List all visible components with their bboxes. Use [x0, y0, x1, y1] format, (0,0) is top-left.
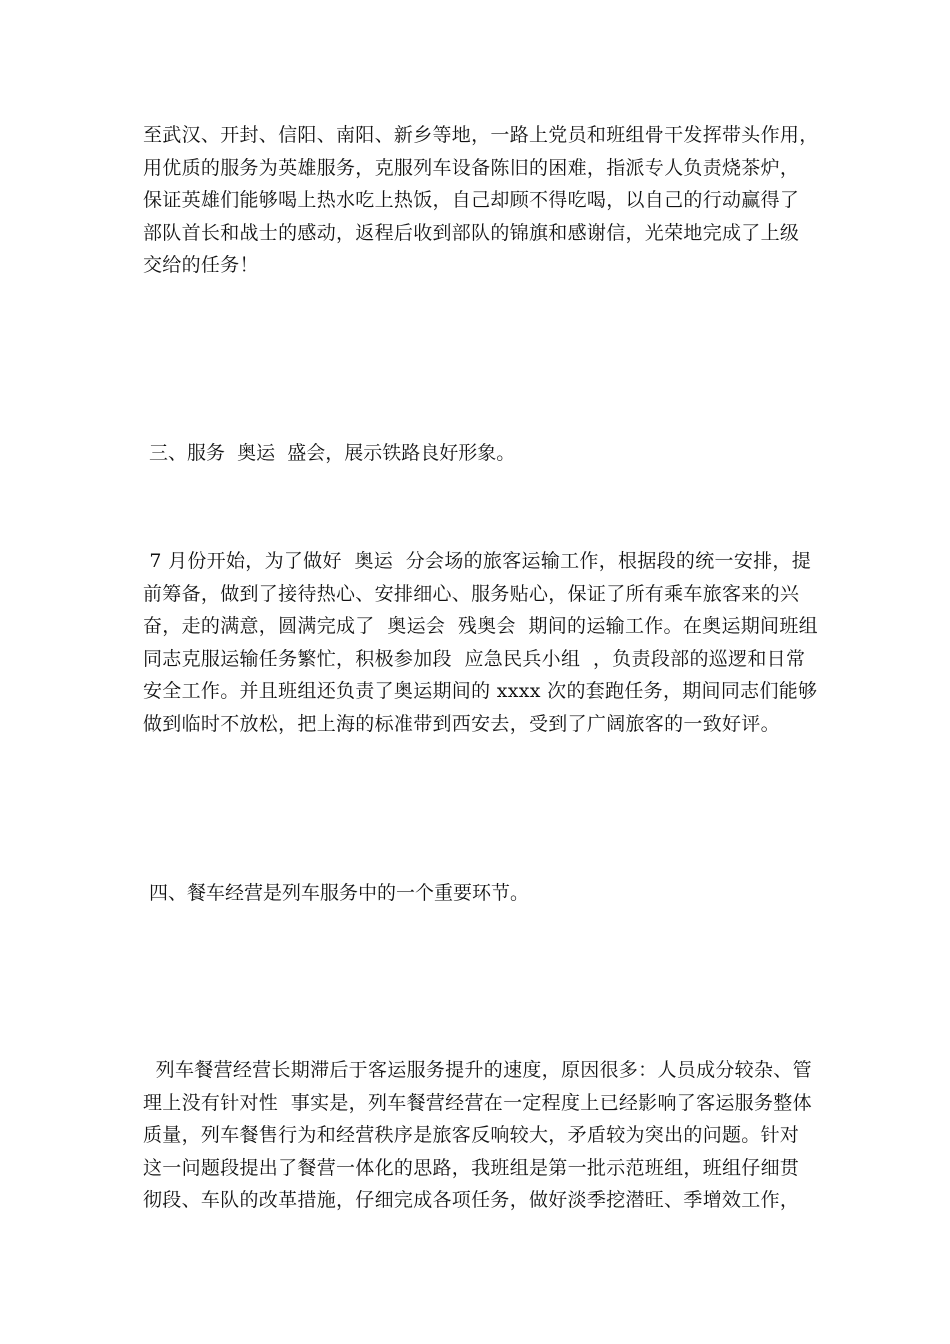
- paragraph-2: [143, 545, 818, 741]
- paragraph-line: 奋，走的满意，圆满完成了 奥运会 残奥会 期间的运输工作。在奥运期间班组: [143, 615, 818, 638]
- paragraph-line: 至武汉、开封、信阳、南阳、新乡等地，一路上党员和班组骨干发挥带头作用，: [143, 124, 819, 146]
- section-heading-3: 三、服务 奥运 盛会，展示铁路良好形象。: [143, 442, 516, 464]
- paragraph-line: 交给的任务！: [143, 254, 259, 277]
- paragraph-line: 理上没有针对性 事实是，列车餐营经营在一定程度上已经影响了客运服务整体: [143, 1091, 812, 1114]
- paragraph-line: 同志克服运输任务繁忙，积极参加段 应急民兵小组 ，负责段部的巡逻和日常: [143, 647, 806, 670]
- paragraph-line: 前筹备，做到了接待热心、安排细心、服务贴心，保证了所有乘车旅客来的兴: [143, 582, 800, 605]
- paragraph-line: 做到临时不放松，把上海的标准带到西安去，受到了广阔旅客的一致好评。: [143, 712, 780, 735]
- paragraph-line: 用优质的服务为英雄服务，克服列车设备陈旧的困难，指派专人负责烧茶炉，: [143, 156, 800, 179]
- paragraph-1: [143, 119, 819, 282]
- paragraph-line: 安全工作。并且班组还负责了奥运期间的 xxxx 次的套跑任务，期间同志们能够: [143, 680, 818, 703]
- paragraph-line: 部队首长和战士的感动，返程后收到部队的锦旗和感谢信，光荣地完成了上级: [143, 221, 800, 244]
- paragraph-line: 7 月份开始，为了做好 奥运 分会场的旅客运输工作，根据段的统一安排，提: [143, 550, 812, 572]
- paragraph-line: 保证英雄们能够喝上热水吃上热饭，自己却顾不得吃喝，以自己的行动赢得了: [143, 189, 800, 212]
- paragraph-line: 这一问题段提出了餐营一体化的思路，我班组是第一批示范班组，班组仔细贯: [143, 1156, 800, 1179]
- paragraph-line: 列车餐营经营长期滞后于客运服务提升的速度，原因很多：人员成分较杂、管: [143, 1059, 812, 1081]
- section-heading-4: 四、餐车经营是列车服务中的一个重要环节。: [143, 882, 530, 904]
- paragraph-line: 质量，列车餐售行为和经营秩序是旅客反响较大，矛盾较为突出的问题。针对: [143, 1124, 800, 1147]
- paragraph-3: [143, 1054, 811, 1217]
- paragraph-line: 彻段、车队的改革措施，仔细完成各项任务，做好淡季挖潜旺、季增效工作，: [143, 1189, 800, 1212]
